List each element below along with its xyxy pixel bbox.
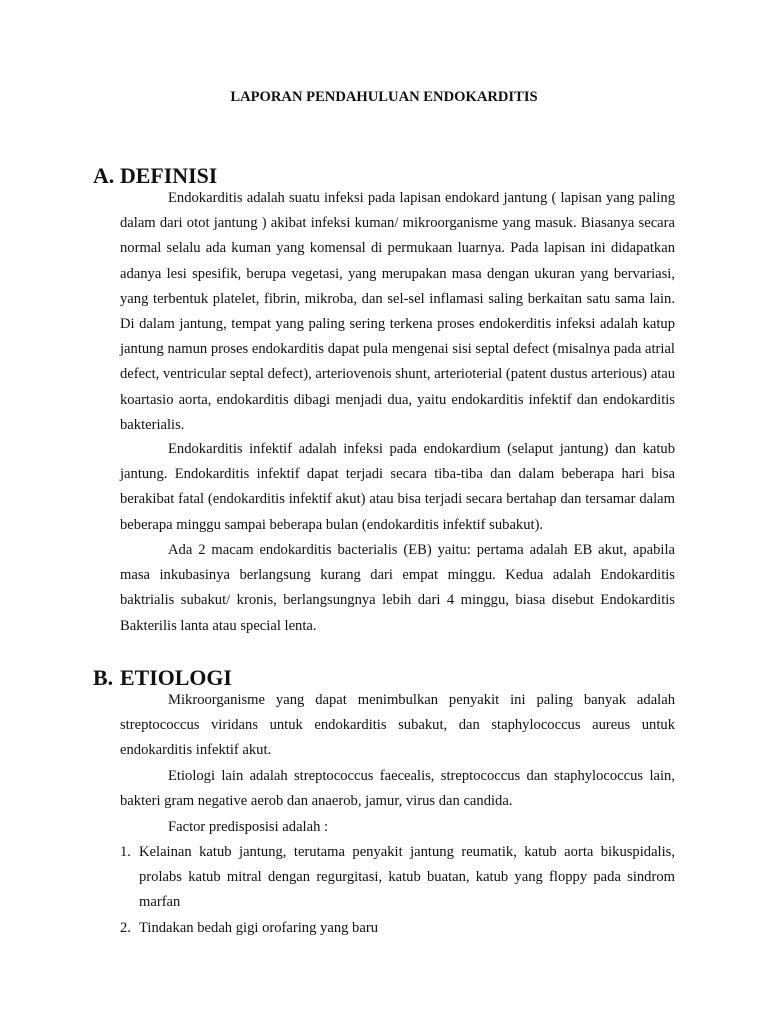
section-label: B. xyxy=(93,665,114,690)
list-item xyxy=(120,840,675,916)
predisposisi-list xyxy=(120,840,675,941)
etiologi-paragraph-2: Etiologi lain adalah streptococcus faecealis, streptococcus dan staphylococcus lain, bakteri gram negative aerob dan anaerob, jamur, virus dan candida. xyxy=(120,768,675,810)
section-title: ETIOLOGI xyxy=(120,665,232,690)
document-title: LAPORAN PENDAHULUAN ENDOKARDITIS xyxy=(230,89,538,105)
list-number: 1. xyxy=(120,844,131,860)
section-label: A. xyxy=(93,163,115,188)
list-text: Kelainan katub jantung, terutama penyakit jantung reumatik, katub aorta bikuspidalis, prolabs katub mitral dengan regurgitasi, katub buatan, katub yang floppy pada sindrom marfan xyxy=(139,844,675,911)
definisi-paragraph-3: Ada 2 macam endokarditis bacterialis (EB) yaitu: pertama adalah EB akut, apabila masa inkubasinya berlangsung kurang dari empat minggu. Kedua adalah Endokarditis baktrialis subakut/ kronis, berlangsungnya lebih dari 4 minggu, biasa disebut Endokarditis Bakterilis lanta atau special lenta. xyxy=(120,542,675,634)
section-title: DEFINISI xyxy=(120,163,218,188)
definisi-paragraph-1: Endokarditis adalah suatu infeksi pada lapisan endokard jantung ( lapisan yang paling dalam dari otot jantung ) akibat infeksi kuman/ mikroorganisme yang masuk. Biasanya secara normal selalu ada kuman yang komensal di permukaan luarnya. Pada lapisan ini didapatkan adanya lesi spesifik, berupa vegetasi, yang merupakan masa dengan ukuran yang bervariasi, yang terbentuk platelet, fibrin, mikroba, dan sel-sel inflamasi saling berkaitan satu sama lain. Di dalam jantung, tempat yang paling sering terkena proses endokerditis infeksi adalah katup jantung namun proses endokarditis dapat pula mengenai sisi septal defect (misalnya pada atrial defect, ventricular septal defect), arteriovenois shunt, arterioterial (patent dustus arterious) atau koartasio aorta, endokarditis dibagi menjadi dua, yaitu endokarditis infektif dan endokarditis bakterialis. xyxy=(120,190,675,433)
definisi-paragraph-2: Endokarditis infektif adalah infeksi pada endokardium (selaput jantung) dan katub jantung. Endokarditis infektif dapat terjadi secara tiba-tiba dan dalam beberapa hari bisa berakibat fatal (endokarditis infektif akut) atau bisa terjadi secara bertahap dan tersamar dalam beberapa minggu sampai beberapa bulan (endokarditis infektif subakut). xyxy=(120,441,675,533)
list-item xyxy=(120,916,675,941)
list-number: 2. xyxy=(120,919,131,936)
etiologi-paragraph-1: Mikroorganisme yang dapat menimbulkan penyakit ini paling banyak adalah streptococcus viridans untuk endokarditis subakut, dan staphylococcus aureus untuk endokarditis infektif akut. xyxy=(120,692,675,759)
list-text: Tindakan bedah gigi orofaring yang baru xyxy=(139,919,378,936)
etiologi-paragraph-3: Factor predisposisi adalah : xyxy=(168,819,329,835)
